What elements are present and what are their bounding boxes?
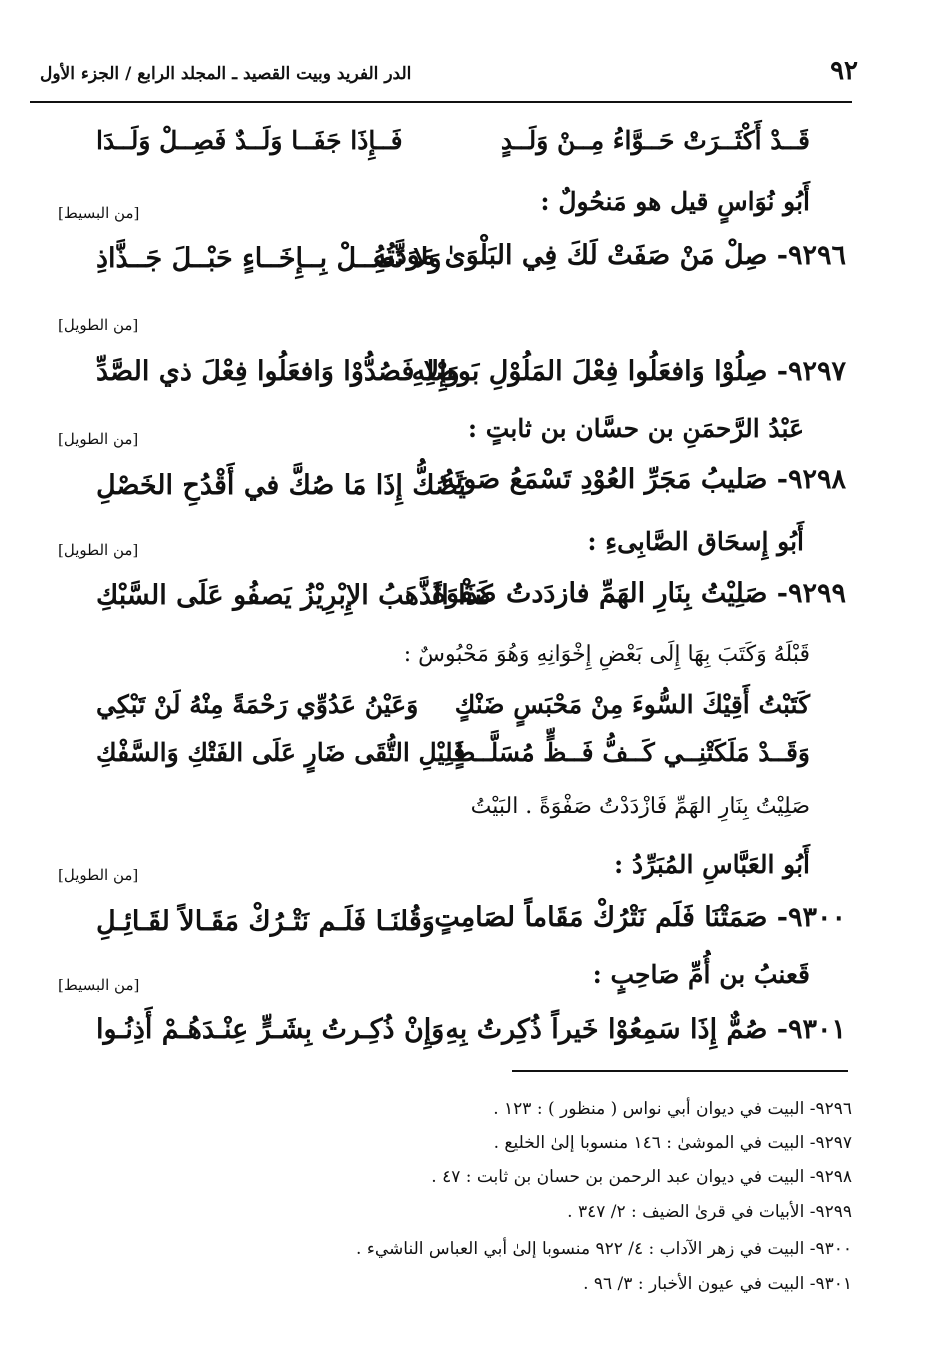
poet-heading-al-mubarrad: أَبُو العَبَّاسِ المُبَرِّدُ : (614, 850, 810, 879)
meter-label-tawil: [من الطويل] (58, 866, 139, 884)
verse-b1-second-hemistich: وَعَيْنُ عَدُوِّي رَحْمَةً مِنْهُ لَنْ تَبْكِي (96, 690, 419, 719)
meter-label-tawil: [من الطويل] (58, 430, 139, 448)
footnote: ٩٢٩٧- البيت في الموشىٰ : ١٤٦ منسوبا إلىٰ الخليع . (493, 1133, 852, 1153)
footnote: ٩٢٩٦- البيت في ديوان أبي نواس ( منظور ) : ١٢٣ . (493, 1099, 852, 1119)
verse-b1-first-hemistich: كَتَبْتُ أَقِيْكَ السُّوءَ مِنْ مَحْبَسٍ ضَنْكٍ (454, 690, 810, 719)
verse-9301-second-hemistich: وَإِنْ ذُكِـرتُ بِشَـرٍّ عِنْـدَهُـمْ أَذِنُـوا (96, 1014, 445, 1045)
footnote: ٩٣٠٠- البيت في زهر الآداب : ٤/ ٩٢٢ منسوبا إلىٰ أبي العباس الناشيء . (356, 1239, 852, 1259)
meter-label-basit: [من البسيط] (58, 976, 140, 994)
meter-label-basit: [من البسيط] (58, 204, 140, 222)
verse-prev-second-hemistich: فَــإِذَا جَفَــا وَلَــدٌ فَصِــلْ وَلَــدَا (96, 126, 403, 155)
meter-label-tawil: [من الطويل] (58, 316, 139, 334)
footnote: ٩٣٠١- البيت في عيون الأخبار : ٣/ ٩٦ . (583, 1274, 852, 1294)
footnote: ٩٢٩٩- الأبيات في قرىٰ الضيف : ٢/ ٣٤٧ . (567, 1202, 852, 1222)
verse-9298-second-hemistich: يَصُكُّ إِذَا مَا صُكَّ في أَقْدُحِ الخَصْلِ (96, 470, 466, 501)
verse-9301-first-hemistich: ٩٣٠١- صُمٌّ إِذَا سَمِعُوْا خَيراً ذُكِرتُ بِهِ (445, 1014, 846, 1045)
verse-9300-second-hemistich: وَقُلنَـا فَلَـم نَتْـرُكْ مَقَـالاً لقَـائِـلِ (96, 906, 435, 937)
running-title: الدر الفريد وبيت القصيد ـ المجلد الرابع / الجزء الأول (40, 64, 412, 84)
prose-verse-reference: صَلِيْتُ بِنَارِ الهَمِّ فَازْدَدْتُ صَفْوَةً . البَيْتُ (470, 794, 810, 819)
verse-9299-first-hemistich: ٩٢٩٩- صَلِيْتُ بِنَارِ الهَمِّ فازدَدتُ صَفْوَةً (431, 578, 846, 609)
poet-heading-abu-ishaq: أَبُو إِسحَاق الصَّابِىءِ : (587, 527, 804, 556)
poet-heading-abd-al-rahman: عَبْدُ الرَّحمَنِ بن حسَّان بن ثابتٍ : (467, 414, 804, 443)
verse-9297-first-hemistich: ٩٢٩٧- صِلُوْا وَافعَلُوا فِعْلَ المَلُوْلِ بَوصْلِهِ (411, 356, 846, 387)
verse-b2-first-hemistich: وَقَــدْ مَلَكَتْنِــي كَــفُّ فَــظٍّ مُسَلَّــطٍ (452, 738, 810, 767)
prose-intro-line: قَبْلَهُ وَكَتَبَ بِهَا إِلَى بَعْضِ إِخْوَانِهِ وَهُوَ مَحْبُوسٌ : (403, 642, 810, 667)
verse-9297-second-hemistich: وَإِلا فَصُدُّوْا وَافعَلُوا فِعْلَ ذي الصَّدِّ (96, 356, 460, 387)
poet-heading-qanab: قَعنبُ بن أُمِّ صَاحِبٍ : (592, 960, 810, 989)
page-number: ٩٢ (830, 56, 858, 86)
verse-9296-second-hemistich: وَلا تَصِــلْ بِــإِخَــاءٍ حَبْــلَ جَــذَّاذِ (96, 243, 442, 274)
verse-prev-first-hemistich: قَــدْ أَكْثَــرَتْ حَــوَّاءُ مِــنْ وَلَــدٍ (500, 126, 810, 155)
verse-9299-second-hemistich: كَذَا الذَّهَبُ الإِبْرِيْزُ يَصفُو عَلَى السَّبْكِ (96, 580, 493, 611)
verse-b2-second-hemistich: قَلِيْلِ التُّقَى ضَارٍ عَلَى الفَتْكِ وَالسَّفْكِ (96, 738, 466, 767)
verse-9298-first-hemistich: ٩٢٩٨- صَليبُ مَجَرِّ العُوْدِ تَسْمَعُ صَوتَهُ (441, 464, 846, 495)
header-rule (30, 101, 852, 103)
poet-heading-abu-nuwas: أَبُو نُوَاسٍ قيل هو مَنحُولٌ : (540, 187, 810, 216)
footnote-rule (512, 1070, 848, 1072)
footnote: ٩٢٩٨- البيت في ديوان عبد الرحمن بن حسان بن ثابت : ٤٧ . (431, 1167, 852, 1187)
verse-9296-first-hemistich: ٩٢٩٦- صِلْ مَنْ صَفَتْ لَكَ فِي البَلْوَىٰ مَوَدَّتُهُ (372, 240, 846, 271)
meter-label-tawil: [من الطويل] (58, 541, 139, 559)
verse-9300-first-hemistich: ٩٣٠٠- صَمَتْنَا فَلَم نَتْرُكْ مَقَاماً لصَامِتٍ (434, 902, 846, 933)
